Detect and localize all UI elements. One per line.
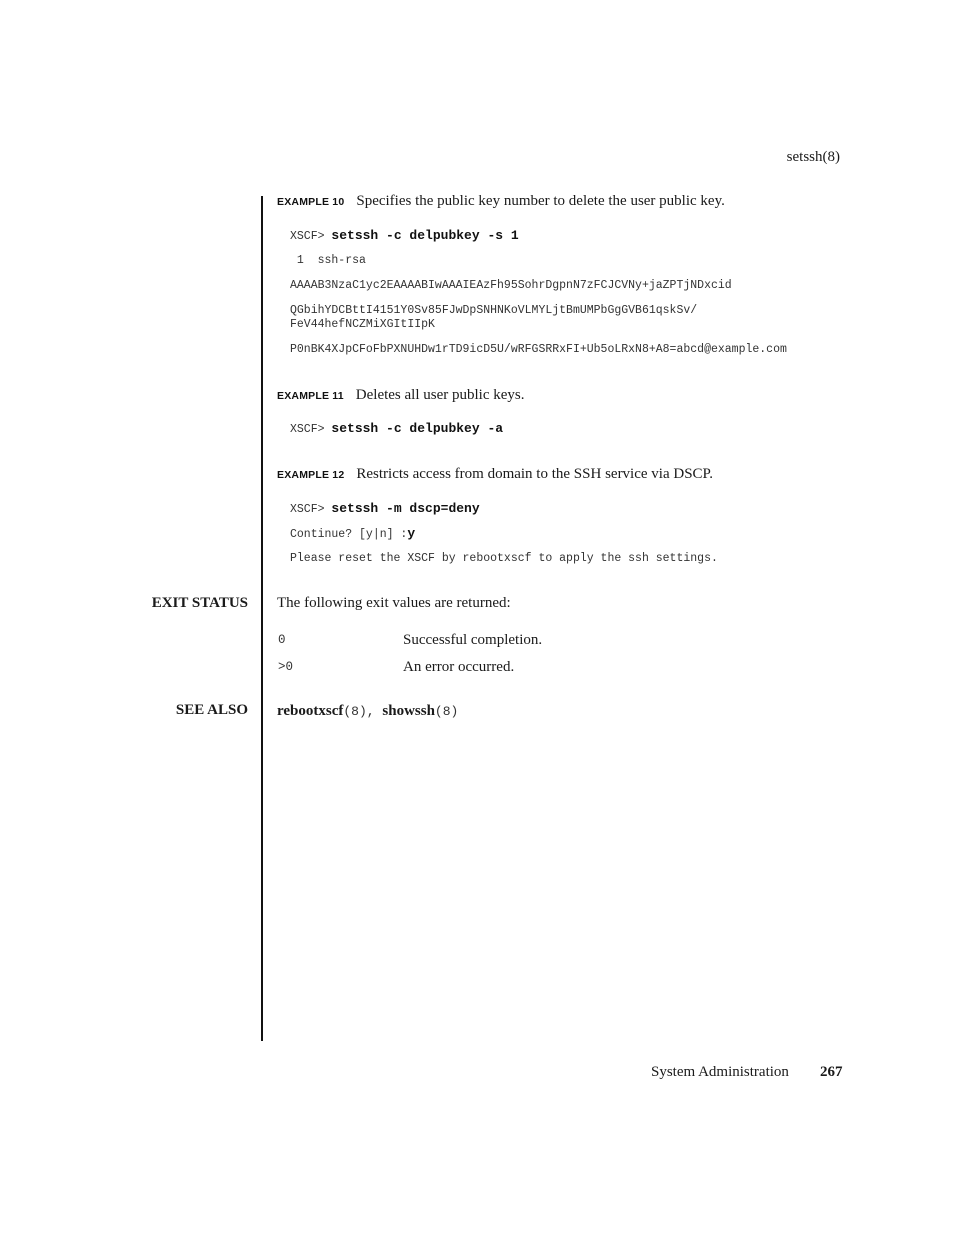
ref-separator: , [366, 704, 383, 719]
example-label: EXAMPLE 10 [277, 196, 345, 208]
ref-section: (8) [343, 704, 367, 719]
prompt: XSCF> [290, 503, 325, 516]
output-line: QGbihYDCBttI4151Y0Sv85FJwDpSNHNKoVLMYLjtBmUMPbGgGVB61qskSv/ [290, 304, 698, 317]
output-line: 1 ssh-rsa [290, 254, 366, 267]
continue-prompt: Continue? [y|n] : [290, 528, 408, 541]
running-title: setssh(8) [786, 149, 840, 165]
example-description: Specifies the public key number to delete the user public key. [356, 193, 725, 209]
example-description: Deletes all user public keys. [355, 387, 525, 403]
result-line: Please reset the XSCF by rebootxscf to apply the ssh settings. [290, 552, 718, 565]
command-line [290, 501, 480, 516]
continue-answer: y [407, 526, 416, 541]
example-label: EXAMPLE 11 [277, 390, 344, 402]
see-also-ref-rebootxscf[interactable] [277, 702, 367, 719]
section-heading-exit-status: EXIT STATUS [151, 595, 248, 611]
example-label: EXAMPLE 12 [277, 469, 345, 481]
example-10 [277, 192, 725, 210]
example-description: Restricts access from domain to the SSH service via DSCP. [356, 466, 713, 482]
footer-book-title: System Administration [651, 1064, 789, 1080]
command: setssh -c delpubkey -s 1 [331, 228, 519, 243]
ref-name: rebootxscf [277, 703, 344, 719]
exit-code: >0 [278, 660, 294, 674]
output-line: FeV44hefNCZMiXGItIIpK [290, 318, 435, 331]
example-12 [277, 465, 713, 483]
command: setssh -c delpubkey -a [331, 421, 504, 436]
exit-meaning: Successful completion. [403, 632, 543, 648]
prompt: XSCF> [290, 423, 325, 436]
continue-prompt-line [290, 526, 415, 541]
margin-rule [261, 196, 263, 1041]
output-line: P0nBK4XJpCFoFbPXNUHDw1rTD9icD5U/wRFGSRRxFI+Ub5oLRxN8+A8=abcd@example.com [290, 343, 787, 356]
command-line [290, 228, 519, 243]
output-line: AAAAB3NzaC1yc2EAAAABIwAAAIEAzFh95SohrDgpnN7zFCJCVNy+jaZPTjNDxcid [290, 279, 732, 292]
see-also-refs [277, 702, 458, 720]
section-heading-see-also: SEE ALSO [175, 702, 248, 718]
ref-section: (8) [434, 704, 459, 719]
exit-meaning: An error occurred. [403, 659, 515, 675]
exit-code: 0 [278, 633, 286, 647]
command: setssh -m dscp=deny [331, 501, 480, 516]
example-11 [277, 386, 524, 404]
ref-name: showssh [382, 703, 435, 719]
command-line [290, 421, 503, 436]
exit-status-intro: The following exit values are returned: [277, 595, 511, 611]
page-number: 267 [820, 1064, 843, 1080]
see-also-ref-showssh[interactable] [382, 702, 458, 719]
prompt: XSCF> [290, 230, 325, 243]
